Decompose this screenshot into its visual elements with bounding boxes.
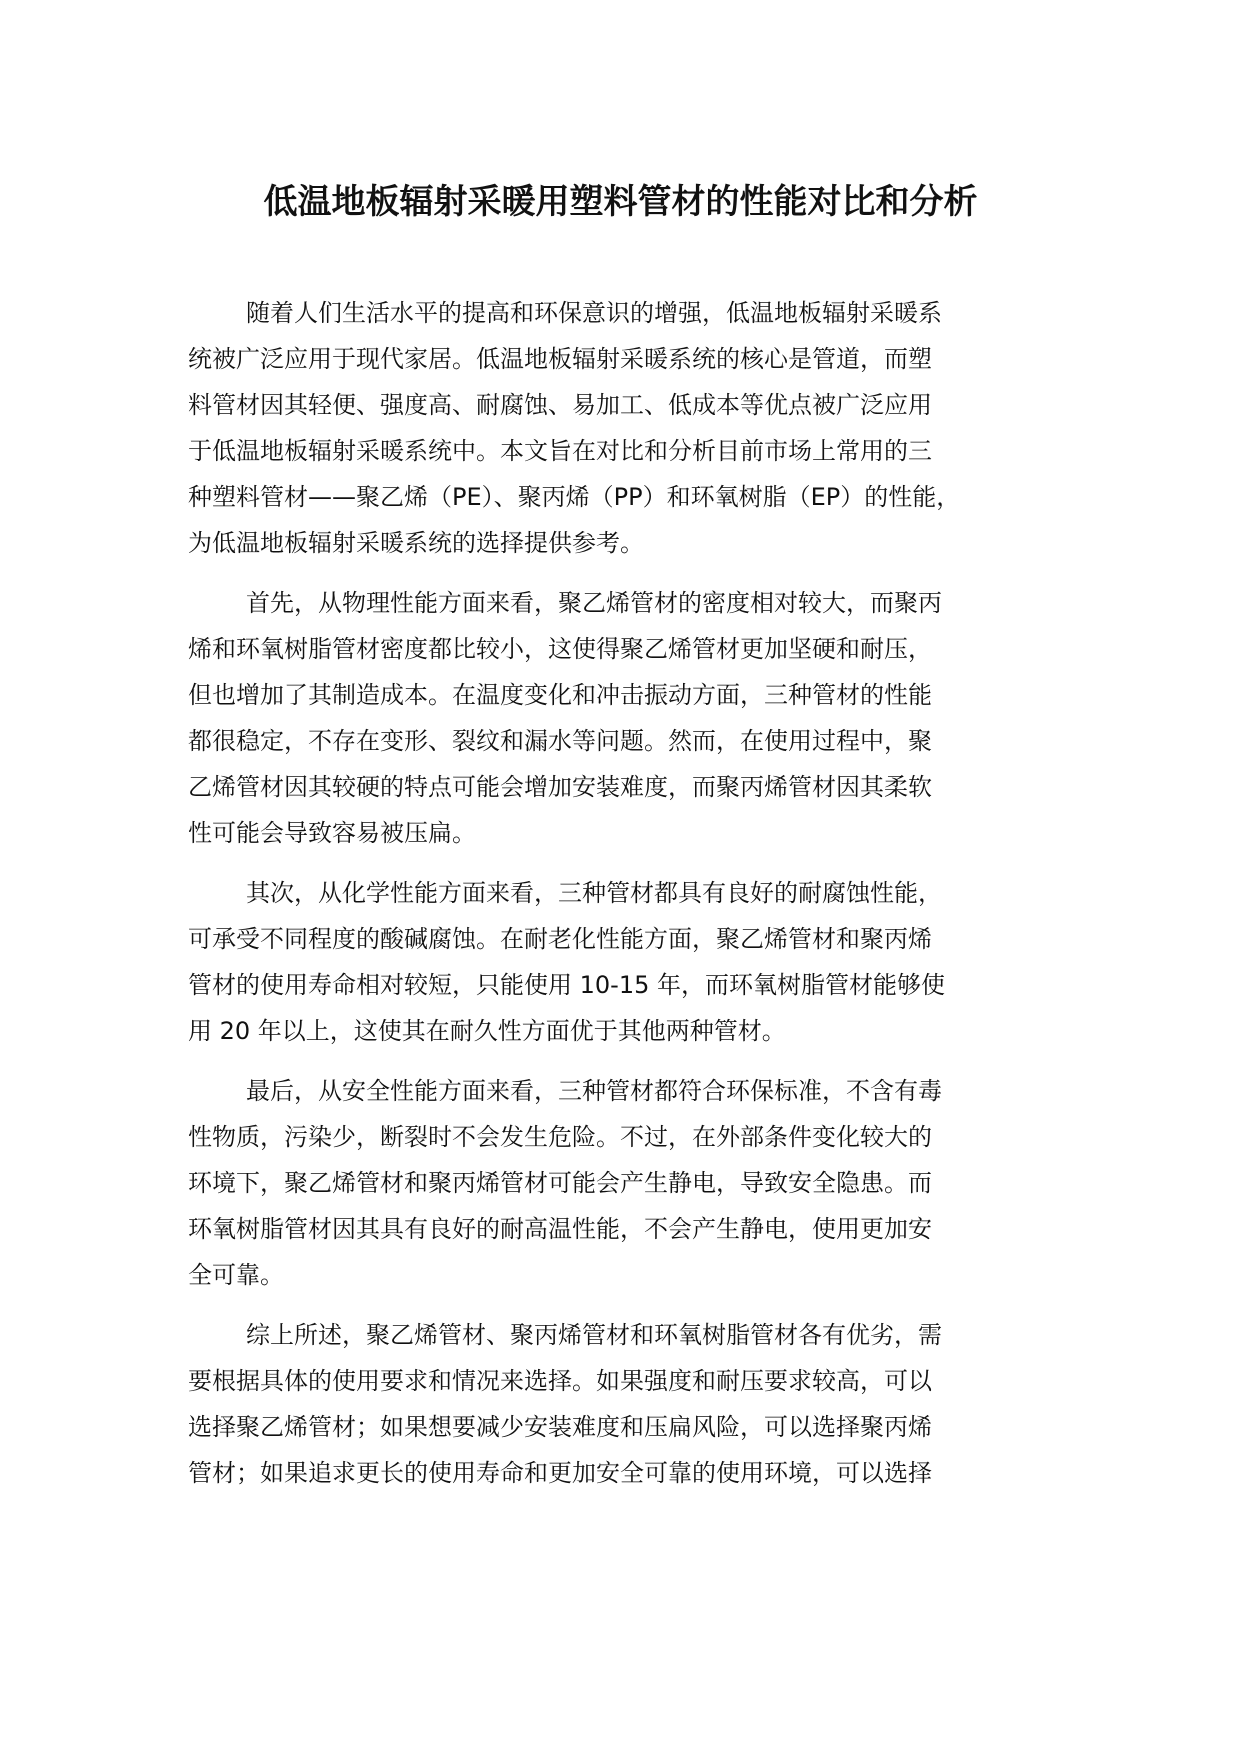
document-title: 低温地板辐射采暖用塑料管材的性能对比和分析 (263, 182, 978, 222)
paragraph-safety-properties (188, 1068, 1068, 1298)
text-line: 性物质，污染少，断裂时不会发生危险。不过，在外部条件变化较大的 (188, 1123, 932, 1151)
text-line: 于低温地板辐射采暖系统中。本文旨在对比和分析目前市场上常用的三 (188, 437, 932, 465)
text-line: 全可靠。 (188, 1261, 284, 1289)
paragraph-physical-properties (188, 580, 1068, 856)
text-line: 料管材因其轻便、强度高、耐腐蚀、易加工、低成本等优点被广泛应用 (188, 391, 932, 419)
text-line: 管材的使用寿命相对较短，只能使用 10-15 年，而环氧树脂管材能够使 (188, 971, 945, 999)
text-line: 首先，从物理性能方面来看，聚乙烯管材的密度相对较大，而聚丙 (246, 589, 942, 617)
text-line: 但也增加了其制造成本。在温度变化和冲击振动方面，三种管材的性能 (188, 681, 932, 709)
paragraph-conclusion (188, 1312, 1068, 1496)
text-line: 烯和环氧树脂管材密度都比较小，这使得聚乙烯管材更加坚硬和耐压， (188, 635, 932, 663)
text-line: 其次，从化学性能方面来看，三种管材都具有良好的耐腐蚀性能， (246, 879, 942, 907)
text-line: 性可能会导致容易被压扁。 (188, 819, 476, 847)
text-line: 综上所述，聚乙烯管材、聚丙烯管材和环氧树脂管材各有优劣，需 (246, 1321, 942, 1349)
text-line: 种塑料管材——聚乙烯（PE）、聚丙烯（PP）和环氧树脂（EP）的性能， (188, 483, 961, 511)
text-line: 环氧树脂管材因其具有良好的耐高温性能，不会产生静电，使用更加安 (188, 1215, 932, 1243)
text-line: 随着人们生活水平的提高和环保意识的增强，低温地板辐射采暖系 (246, 299, 942, 327)
text-line: 选择聚乙烯管材；如果想要减少安装难度和压扁风险，可以选择聚丙烯 (188, 1413, 932, 1441)
text-line: 管材；如果追求更长的使用寿命和更加安全可靠的使用环境，可以选择 (188, 1459, 932, 1487)
paragraph-introduction (188, 290, 1068, 566)
paragraph-chemical-properties (188, 870, 1068, 1054)
text-line: 乙烯管材因其较硬的特点可能会增加安装难度，而聚丙烯管材因其柔软 (188, 773, 932, 801)
text-line: 环境下，聚乙烯管材和聚丙烯管材可能会产生静电，导致安全隐患。而 (188, 1169, 932, 1197)
text-line: 最后，从安全性能方面来看，三种管材都符合环保标准，不含有毒 (246, 1077, 942, 1105)
text-line: 要根据具体的使用要求和情况来选择。如果强度和耐压要求较高，可以 (188, 1367, 932, 1395)
document-body (188, 290, 1068, 1510)
text-line: 统被广泛应用于现代家居。低温地板辐射采暖系统的核心是管道，而塑 (188, 345, 932, 373)
text-line: 为低温地板辐射采暖系统的选择提供参考。 (188, 529, 644, 557)
text-line: 可承受不同程度的酸碱腐蚀。在耐老化性能方面，聚乙烯管材和聚丙烯 (188, 925, 932, 953)
text-line: 用 20 年以上，这使其在耐久性方面优于其他两种管材。 (188, 1017, 786, 1045)
text-line: 都很稳定，不存在变形、裂纹和漏水等问题。然而，在使用过程中，聚 (188, 727, 932, 755)
